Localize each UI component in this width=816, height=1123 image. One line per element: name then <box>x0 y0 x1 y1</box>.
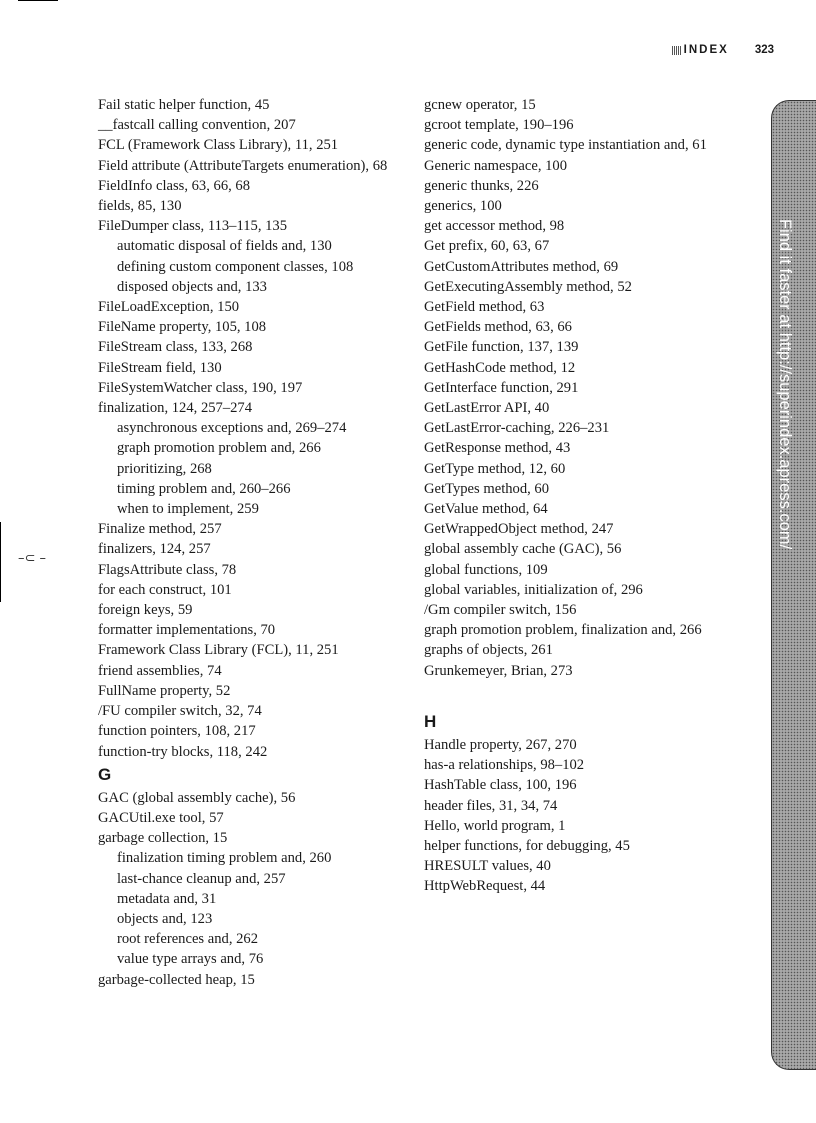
index-entry: FileLoadException, 150 <box>98 299 240 316</box>
index-entry: gcnew operator, 15 <box>424 97 536 113</box>
index-subentry: objects and, 123 <box>117 910 213 927</box>
index-entry: Get prefix, 60, 63, 67 <box>424 238 550 255</box>
crop-mark-top <box>18 0 58 1</box>
index-entry: HashTable class, 100, 196 <box>424 777 577 794</box>
index-entry: generic thunks, 226 <box>424 177 539 194</box>
index-subentry: disposed objects and, 133 <box>117 278 267 295</box>
index-entry: /Gm compiler switch, 156 <box>424 602 577 619</box>
page-number: 323 <box>754 44 774 56</box>
index-entry: Generic namespace, 100 <box>424 157 568 174</box>
index-entry: garbage-collected heap, 15 <box>98 971 255 988</box>
index-entry: foreign keys, 59 <box>98 602 193 619</box>
index-subentry: when to implement, 259 <box>117 501 259 518</box>
index-entry: __fastcall calling convention, 207 <box>98 117 296 134</box>
index-entry: FileDumper class, 113–115, 135 <box>98 218 288 235</box>
index-subentry: last-chance cleanup and, 257 <box>117 870 286 887</box>
index-entry: global variables, initialization of, 296 <box>424 581 643 598</box>
index-entry: GetType method, 12, 60 <box>424 460 566 477</box>
index-entry: fields, 85, 130 <box>98 198 182 215</box>
index-entry: Field attribute (AttributeTargets enumeration), 68 <box>98 157 388 174</box>
index-entry: graph promotion problem, finalization and, 266 <box>424 622 702 639</box>
index-entry: Grunkemeyer, Brian, 273 <box>424 662 573 679</box>
index-entry: HttpWebRequest, 44 <box>424 878 546 895</box>
index-subentry: finalization timing problem and, 260 <box>117 850 332 867</box>
index-entry: GetCustomAttributes method, 69 <box>424 258 619 275</box>
index-entry: get accessor method, 98 <box>424 218 565 235</box>
index-entry: /FU compiler switch, 32, 74 <box>98 703 262 720</box>
index-entry: GetValue method, 64 <box>424 501 548 518</box>
index-entry: GetTypes method, 60 <box>424 480 550 497</box>
binding-line <box>0 522 1 602</box>
index-entry: FullName property, 52 <box>98 682 231 699</box>
index-entry: Fail static helper function, 45 <box>98 97 270 113</box>
index-entry: GetFields method, 63, 66 <box>424 319 572 336</box>
index-entry: for each construct, 101 <box>98 581 232 598</box>
index-entry: GetWrappedObject method, 247 <box>424 521 614 538</box>
index-subentry: metadata and, 31 <box>117 890 217 907</box>
index-entry: function pointers, 108, 217 <box>98 723 256 740</box>
index-entry: GACUtil.exe tool, 57 <box>98 809 224 826</box>
index-subentry: automatic disposal of fields and, 130 <box>117 238 332 255</box>
index-entry: GetHashCode method, 12 <box>424 359 576 376</box>
index-entry: GetFile function, 137, 139 <box>424 339 579 356</box>
header-section: INDEX <box>683 44 729 56</box>
index-entry: FileStream field, 130 <box>98 359 222 376</box>
letter-heading: G <box>98 764 112 784</box>
index-entry: gcroot template, 190–196 <box>424 117 574 134</box>
index-entry: GetField method, 63 <box>424 299 545 316</box>
index-entry: GetInterface function, 291 <box>424 379 579 396</box>
index-column-left <box>98 95 398 990</box>
index-subentry: asynchronous exceptions and, 269–274 <box>117 420 347 437</box>
index-entry: GetResponse method, 43 <box>424 440 571 457</box>
index-column-right <box>424 95 724 897</box>
header-bars-icon <box>672 46 681 55</box>
index-entry: header files, 31, 34, 74 <box>424 797 558 814</box>
index-entry: GAC (global assembly cache), 56 <box>98 789 296 806</box>
index-entry: GetExecutingAssembly method, 52 <box>424 278 632 295</box>
index-entry: FCL (Framework Class Library), 11, 251 <box>98 137 339 154</box>
index-entry: generic code, dynamic type instantiation and, 61 <box>424 137 707 154</box>
index-entry: FileName property, 105, 108 <box>98 319 267 336</box>
index-entry: Hello, world program, 1 <box>424 817 566 834</box>
index-entry: global assembly cache (GAC), 56 <box>424 541 622 558</box>
index-entry: Finalize method, 257 <box>98 521 222 538</box>
index-subentry: root references and, 262 <box>117 931 259 948</box>
index-subentry: value type arrays and, 76 <box>117 951 264 968</box>
index-entry: FlagsAttribute class, 78 <box>98 561 237 578</box>
letter-heading: H <box>424 711 437 731</box>
index-entry: generics, 100 <box>424 198 502 215</box>
index-entry: helper functions, for debugging, 45 <box>424 837 630 854</box>
index-entry: formatter implementations, 70 <box>98 622 276 639</box>
index-subentry: prioritizing, 268 <box>117 460 212 477</box>
index-entry: FieldInfo class, 63, 66, 68 <box>98 177 251 194</box>
index-entry: graphs of objects, 261 <box>424 642 553 659</box>
registration-mark-icon: –⊂ – <box>18 551 47 566</box>
index-subentry: timing problem and, 260–266 <box>117 480 291 497</box>
index-entry: finalizers, 124, 257 <box>98 541 211 558</box>
index-subentry: graph promotion problem and, 266 <box>117 440 321 457</box>
index-entry: GetLastError-caching, 226–231 <box>424 420 610 437</box>
index-entry: function-try blocks, 118, 242 <box>98 743 268 760</box>
index-entry: FileStream class, 133, 268 <box>98 339 253 356</box>
thumb-tab <box>771 100 816 1070</box>
thumb-tab-text: Find it faster at http://superindex.apress.com/ <box>776 219 794 550</box>
index-entry: global functions, 109 <box>424 561 548 578</box>
index-entry: has-a relationships, 98–102 <box>424 757 585 774</box>
index-entry: finalization, 124, 257–274 <box>98 400 253 417</box>
running-header <box>672 44 774 56</box>
index-entry: FileSystemWatcher class, 190, 197 <box>98 379 303 396</box>
index-entry: HRESULT values, 40 <box>424 858 551 875</box>
index-subentry: defining custom component classes, 108 <box>117 258 354 275</box>
index-entry: garbage collection, 15 <box>98 830 228 847</box>
index-entry: Handle property, 267, 270 <box>424 736 577 753</box>
index-entry: friend assemblies, 74 <box>98 662 222 679</box>
index-entry: GetLastError API, 40 <box>424 400 550 417</box>
index-entry: Framework Class Library (FCL), 11, 251 <box>98 642 339 659</box>
